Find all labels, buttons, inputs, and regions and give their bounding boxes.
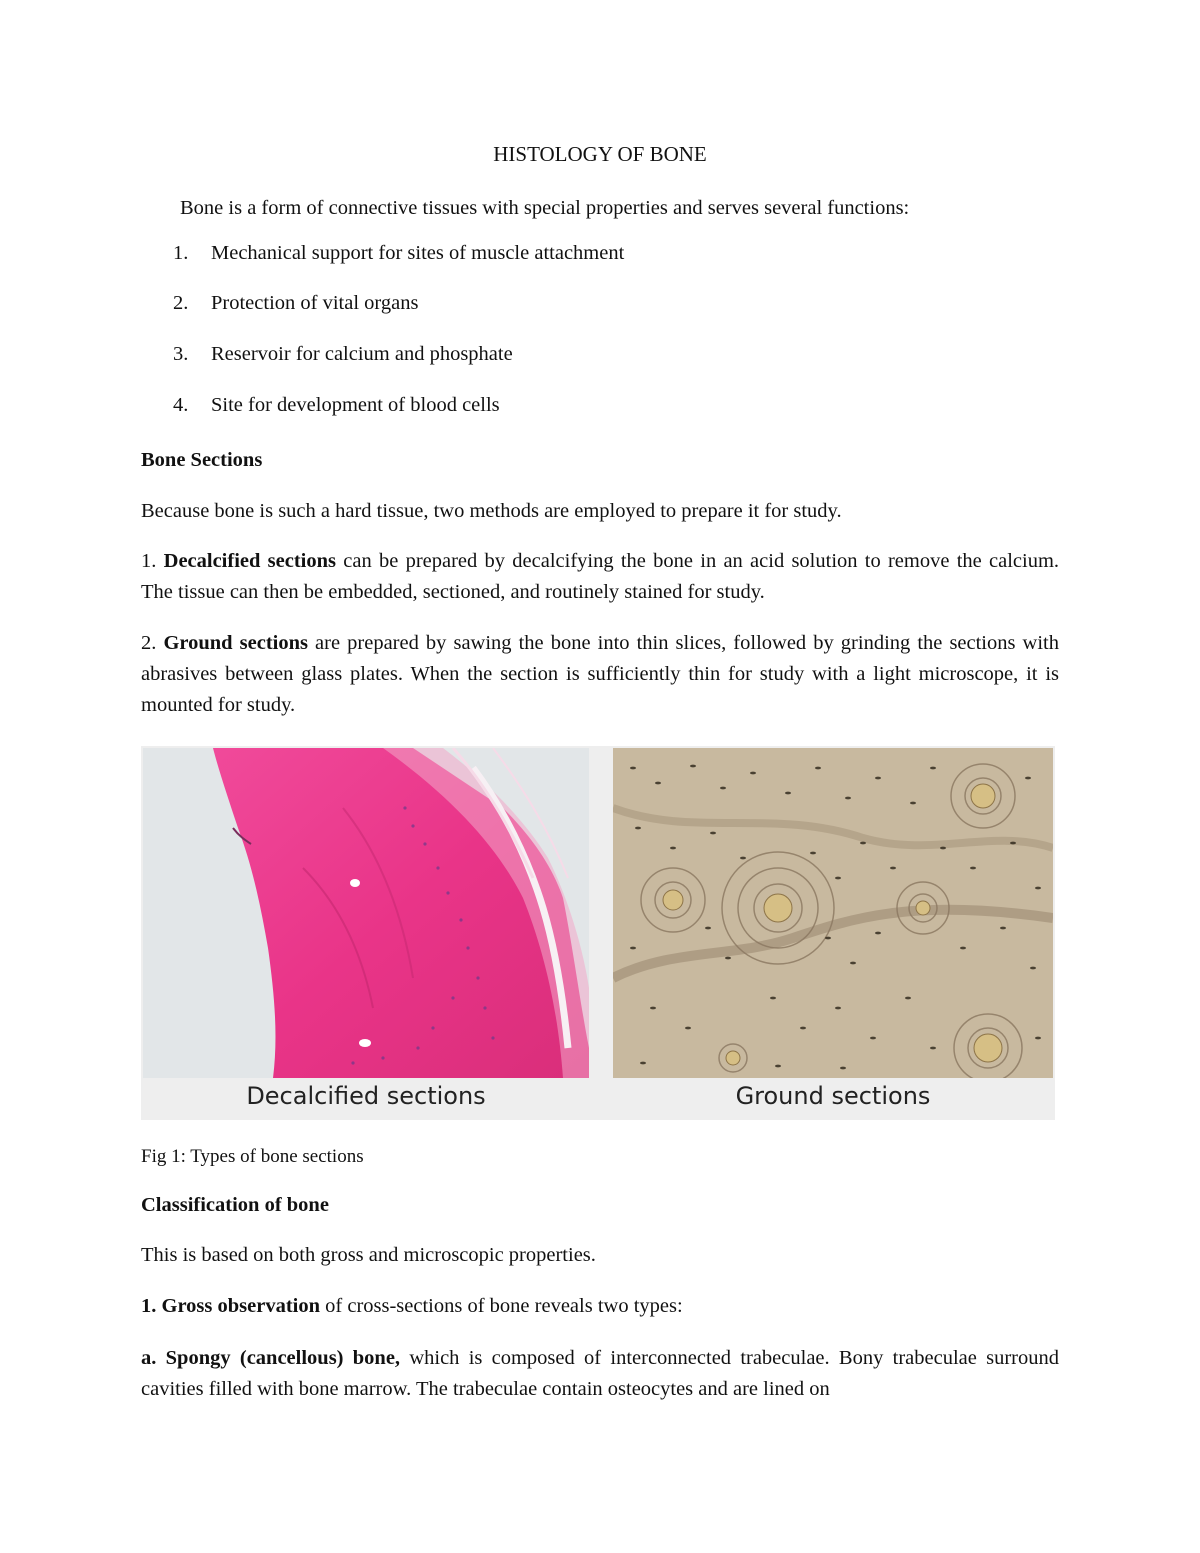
item-description: are prepared by sawing the bone into thin slices, followed by grinding the sections with abrasives between glass plates. When the section is sufficiently thin for study with a light microscope, it is mounted for study. [141,632,1059,716]
spongy-description: which is composed of interconnected trabeculae. Bony trabeculae surround cavities filled with bone marrow. The trabeculae contain osteocytes and are lined on [141,1347,1059,1400]
list-text: Protection of vital organs [211,292,419,314]
ground-section-micrograph [613,748,1053,1078]
ground-paragraph [141,628,1059,721]
list-number: 4. [173,394,189,416]
list-number: 1. [173,242,189,264]
term-gross-observation: 1. Gross observation [141,1295,321,1317]
function-list-item [173,242,624,265]
list-number: 2. [173,292,189,314]
list-text: Reservoir for calcium and phosphate [211,343,513,365]
section-heading-bone-sections: Bone Sections [141,449,263,471]
item-prefix: 2. [141,632,164,654]
function-list-item [173,343,513,366]
figure-bone-sections [141,746,1055,1120]
page-title: HISTOLOGY OF BONE [493,142,707,166]
gross-observation-paragraph [141,1291,1059,1322]
term-ground: Ground sections [163,632,308,654]
list-text: Site for development of blood cells [211,394,500,416]
intro-paragraph: Bone is a form of connective tissues with special properties and serves several functions: [180,197,910,219]
figure-label-decalcified: Decalcified sections [246,1082,486,1110]
spongy-bone-paragraph [141,1343,1059,1405]
list-text: Mechanical support for sites of muscle attachment [211,242,625,264]
term-decalcified: Decalcified sections [163,550,336,572]
function-list-item [173,292,418,315]
item-prefix: 1. [141,550,164,572]
term-spongy-bone: a. Spongy (cancellous) bone, [141,1347,401,1369]
gross-description: of cross-sections of bone reveals two types: [320,1295,683,1317]
function-list-item [173,394,500,417]
classification-intro: This is based on both gross and microscopic properties. [141,1244,596,1266]
item-description: can be prepared by decalcifying the bone in an acid solution to remove the calcium. The tissue can then be embedded, sectioned, and routinely stained for study. [141,550,1060,603]
figure-caption: Fig 1: Types of bone sections [141,1146,364,1167]
section-heading-classification: Classification of bone [141,1194,329,1216]
figure-label-ground: Ground sections [735,1082,931,1110]
decalcified-paragraph [141,546,1059,608]
bone-sections-intro: Because bone is such a hard tissue, two methods are employed to prepare it for study. [141,500,842,522]
decalcified-section-micrograph [143,748,589,1078]
list-number: 3. [173,343,189,365]
